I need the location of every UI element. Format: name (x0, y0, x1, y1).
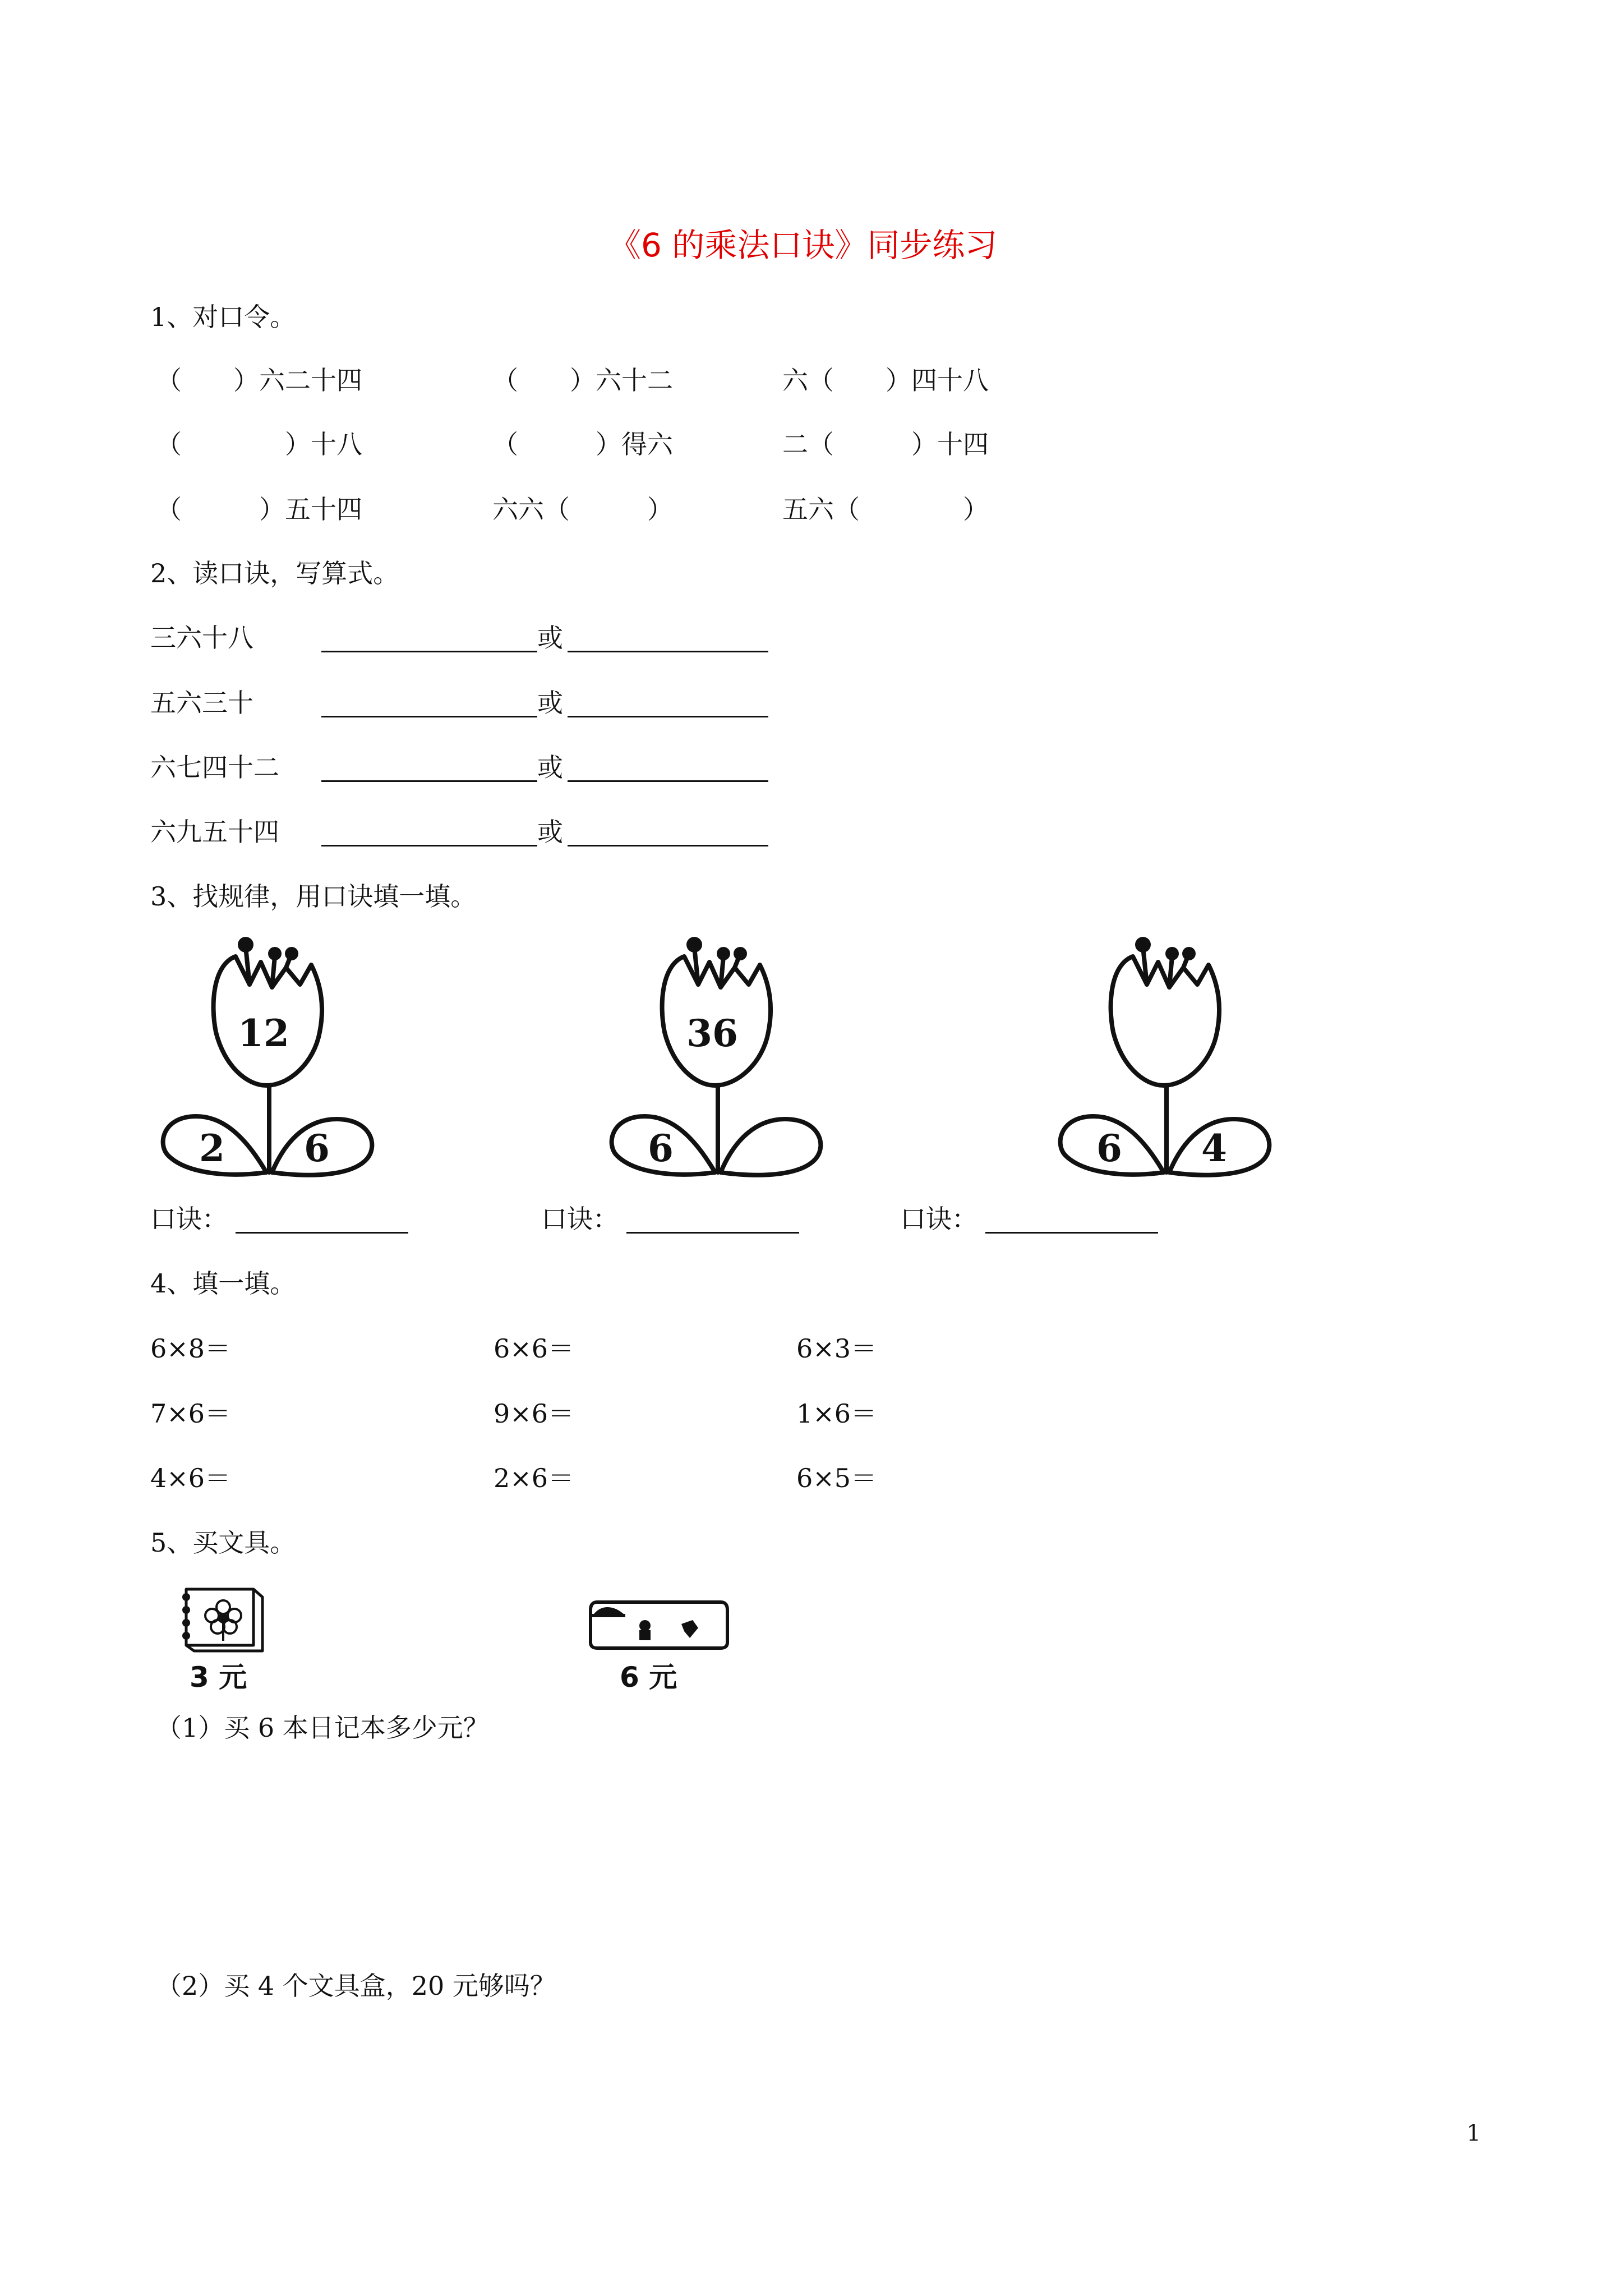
flower-left-number: 6 (648, 1126, 674, 1170)
rhyme-label: 口诀： (150, 1204, 228, 1234)
q4-r2-c1: 7×6＝ (150, 1398, 231, 1429)
q2-item-2: 五六三十 (150, 688, 253, 718)
answer-line[interactable] (626, 1232, 799, 1234)
q1-r3-c1: （ ）五十四 (156, 494, 362, 524)
pencil-box-icon (586, 1599, 732, 1652)
q4-r1-c3: 6×3＝ (796, 1333, 877, 1364)
q1-heading: 1、对口令。 (150, 302, 296, 332)
answer-line[interactable] (568, 845, 768, 846)
flower-2 (600, 931, 836, 1189)
q1-r2-c3: 二（ ）十四 (782, 429, 989, 459)
q4-r2-c2: 9×6＝ (494, 1398, 574, 1429)
q3-heading: 3、找规律，用口诀填一填。 (150, 881, 477, 912)
q4-r3-c2: 2×6＝ (494, 1463, 574, 1493)
q1-r3-c3: 五六（ ） (782, 494, 989, 524)
flower-right-number: 4 (1201, 1126, 1227, 1170)
page-title: 《6 的乘法口诀》同步练习 (608, 226, 998, 264)
answer-line[interactable] (568, 651, 768, 652)
answer-line[interactable] (568, 716, 768, 717)
answer-line[interactable] (321, 716, 537, 717)
answer-line[interactable] (985, 1232, 1158, 1234)
flower-left-number: 6 (1096, 1126, 1122, 1170)
q4-heading: 4、填一填。 (150, 1268, 296, 1299)
flower-3 (1049, 931, 1284, 1189)
page-number: 1 (1467, 2120, 1481, 2146)
answer-line[interactable] (568, 780, 768, 782)
or-label: 或 (537, 623, 563, 653)
q5-sub2: （2）买 4 个文具盒，20 元够吗？ (156, 1971, 556, 2001)
q1-r1-c1: （ ）六二十四 (156, 365, 362, 395)
answer-line[interactable] (236, 1232, 408, 1234)
rhyme-label: 口诀： (900, 1204, 978, 1234)
q1-r3-c2: 六六（ ） (492, 494, 673, 524)
q5-heading: 5、买文具。 (150, 1527, 296, 1558)
flower-left-number: 2 (199, 1126, 225, 1170)
or-label: 或 (537, 688, 563, 718)
rhyme-label: 口诀： (541, 1204, 619, 1234)
q4-r3-c1: 4×6＝ (150, 1463, 231, 1493)
q2-heading: 2、读口诀，写算式。 (150, 558, 399, 588)
notebook-icon (178, 1585, 268, 1655)
q4-r1-c1: 6×8＝ (150, 1333, 231, 1364)
q2-item-1: 三六十八 (150, 623, 253, 653)
q1-r1-c2: （ ）六十二 (492, 365, 673, 395)
flower-top-number: 12 (238, 1011, 289, 1055)
flower-right-number: 6 (304, 1126, 330, 1170)
q2-item-4: 六九五十四 (150, 817, 279, 847)
q1-r1-c3: 六（ ）四十八 (782, 365, 989, 395)
answer-line[interactable] (321, 780, 537, 782)
answer-line[interactable] (321, 651, 537, 652)
q4-r2-c3: 1×6＝ (796, 1398, 877, 1429)
answer-line[interactable] (321, 845, 537, 846)
flower-1 (151, 931, 387, 1189)
or-label: 或 (537, 752, 563, 783)
q1-r2-c2: （ ）得六 (492, 429, 673, 459)
notebook-price: 3 元 (190, 1661, 247, 1694)
q5-sub1: （1）买 6 本日记本多少元？ (156, 1713, 489, 1743)
flower-top-number: 36 (686, 1011, 738, 1055)
q2-item-3: 六七四十二 (150, 752, 279, 783)
q4-r3-c3: 6×5＝ (796, 1463, 877, 1493)
pencil-box-price: 6 元 (620, 1661, 677, 1694)
q1-r2-c1: （ ）十八 (156, 429, 362, 459)
or-label: 或 (537, 817, 563, 847)
q4-r1-c2: 6×6＝ (494, 1333, 574, 1364)
